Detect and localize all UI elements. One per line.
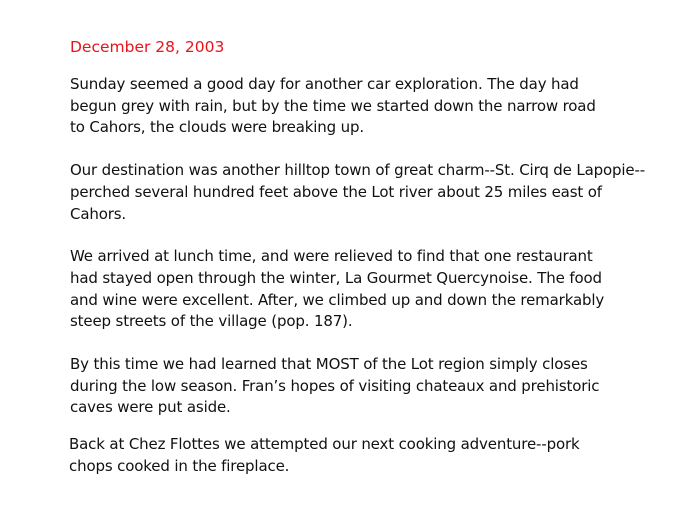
text-line: caves were put aside. [70, 398, 231, 417]
paragraph-cooking [69, 434, 670, 477]
text-line: Our destination was another hilltop town of great charm--St. Cirq de Lapopie-- [70, 161, 646, 180]
text-line: to Cahors, the clouds were breaking up. [70, 118, 364, 137]
paragraph-lunch [70, 246, 670, 333]
text-line: perched several hundred feet above the Lot river about 25 miles east of [70, 182, 602, 201]
text-line: By this time we had learned that MOST of the Lot region simply closes [70, 355, 588, 374]
entry-date: December 28, 2003 [70, 38, 225, 56]
paragraph-low-season [70, 354, 670, 419]
text-line: and wine were excellent. After, we climbed up and down the remarkably [70, 290, 605, 309]
text-line: during the low season. Fran’s hopes of visiting chateaux and prehistoric [70, 376, 600, 395]
text-line: steep streets of the village (pop. 187). [70, 312, 353, 331]
journal-page [70, 36, 670, 499]
paragraph-car-exploration [70, 74, 670, 139]
text-line: Back at Chez Flottes we attempted our next cooking adventure--pork [69, 435, 580, 454]
text-line: chops cooked in the fireplace. [69, 456, 290, 475]
text-line: had stayed open through the winter, La Gourmet Quercynoise. The food [70, 268, 602, 287]
text-line: We arrived at lunch time, and were relieved to find that one restaurant [70, 247, 593, 266]
paragraph-destination [70, 160, 670, 225]
text-line: begun grey with rain, but by the time we started down the narrow road [70, 96, 596, 115]
text-line: Sunday seemed a good day for another car exploration. The day had [70, 75, 579, 93]
text-line: Cahors. [70, 204, 127, 223]
